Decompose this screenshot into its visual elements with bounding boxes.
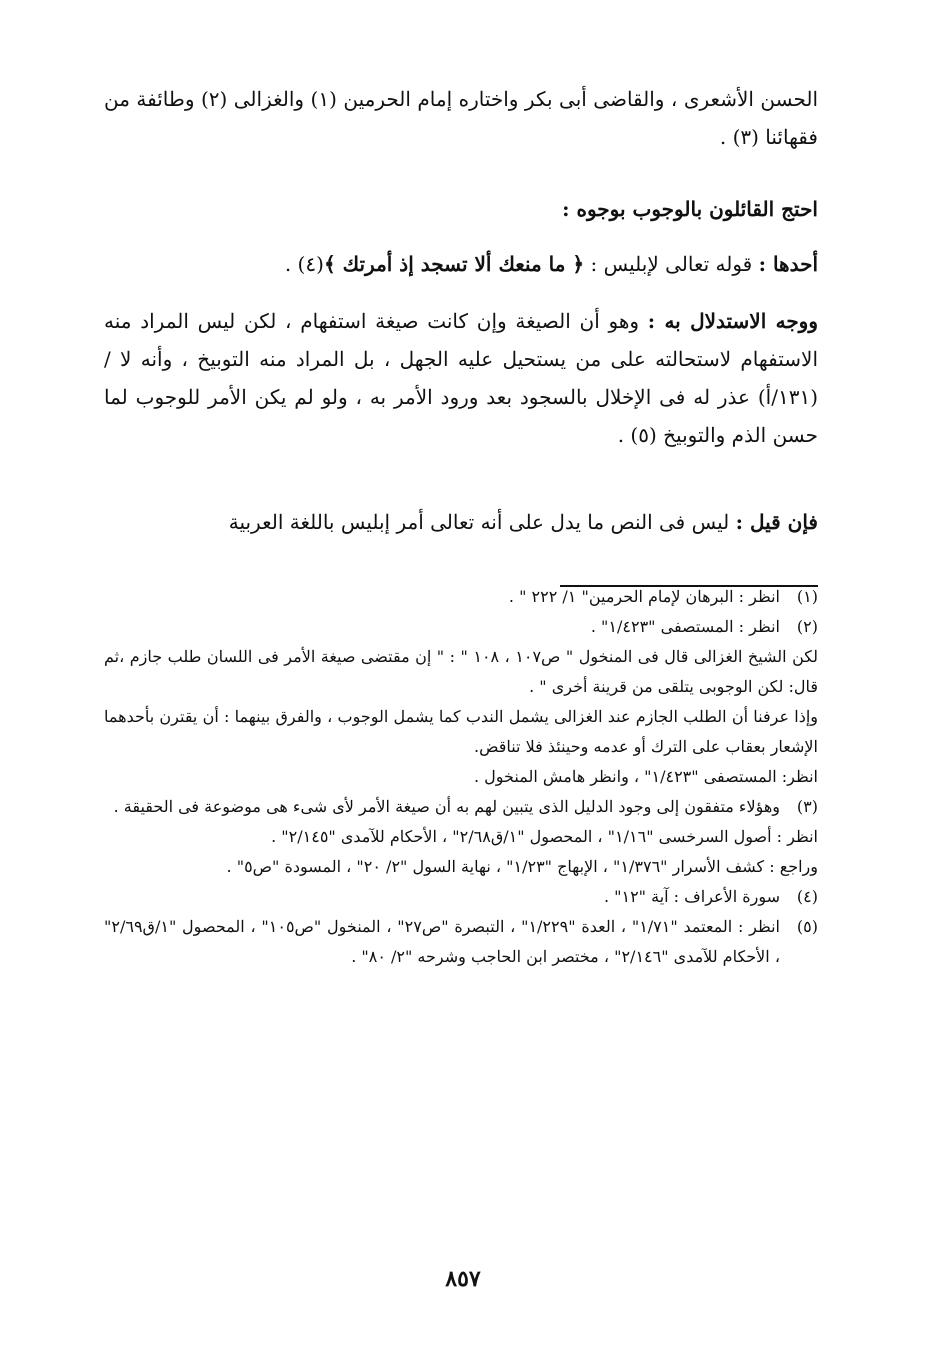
footnote-2 (104, 612, 818, 642)
footnote-text: سورة الأعراف : آية "١٢" . (603, 887, 780, 906)
footnote-3-note-2: وراجع : كشف الأسرار "١/٣٧٦" ، الإبهاج "١/٢٣" ، نهاية السول "٢/ ٢٠" ، المسودة "ص٥" . (226, 857, 818, 876)
footnote-text: انظر : المعتمد "١/٧١" ، العدة "١/٢٢٩" ، التبصرة "ص٢٧" ، المنخول "ص١٠٥" ، المحصول "١/ق٢/٦٩" ، الأحكام للآمدى "٢/١٤٦" ، مختصر ابن الحاجب وشرحه "٢/ ٨٠" . (104, 917, 781, 966)
first-proof-line (104, 245, 818, 283)
footnote-number: (٤) (796, 887, 818, 906)
main-text (104, 80, 818, 156)
istidlal-lead: ووجه الاستدلال به : (647, 309, 818, 333)
footnote-number: (٢) (796, 617, 818, 636)
istidlal-block (104, 302, 818, 454)
objection-block (104, 503, 818, 541)
objection-text: ليس فى النص ما يدل على أنه تعالى أمر إبليس باللغة العربية (228, 510, 736, 534)
footnote-number: (١) (796, 587, 818, 606)
footnote-2-note-1: لكن الشيخ الغزالى قال فى المنخول " ص١٠٧ ، ١٠٨ " : " إن مقتضى صيغة الأمر فى اللسان طلب جازم ،ثم قال: لكن الوجوبى يتلقى من قرينة أخرى " . (104, 647, 818, 696)
first-proof-text: قوله تعالى لإبليس : (584, 252, 759, 276)
footnote-3 (104, 792, 818, 822)
footnote-2-note-3: انظر: المستصفى "١/٤٢٣" ، وانظر هامش المنخول . (473, 767, 818, 786)
footnote-text: انظر : البرهان لإمام الحرمين" ١/ ٢٢٢ " . (508, 587, 780, 606)
heading-block (104, 190, 818, 228)
footnote-5 (104, 912, 818, 972)
footnote-2-note-2: وإذا عرفنا أن الطلب الجازم عند الغزالى يشمل الندب كما يشمل الوجوب ، والفرق بينهما : أن يقترن بأحدهما الإشعار بعقاب على الترك أو عدمه وحينئذ فلا تناقض. (104, 707, 818, 756)
first-proof-lead: أحدها : (758, 252, 818, 276)
footnotes (104, 582, 818, 972)
footnote-number: (٣) (796, 797, 818, 816)
footnote-number: (٥) (796, 917, 818, 936)
footnote-1 (104, 582, 818, 612)
objection-lead: فإن قيل : (735, 510, 818, 534)
quran-quote: ﴿ ما منعك ألا تسجد إذ أمرتك ﴾ (323, 252, 585, 276)
footnote-text: وهؤلاء متفقون إلى وجود الدليل الذى يتبين لهم به أن صيغة الأمر لأى شىء هى موضوعة فى الحقيقة . (113, 797, 780, 816)
istidlal-text: وهو أن الصيغة وإن كانت صيغة استفهام ، لكن ليس المراد منه الاستفهام لاستحالته على من يستحيل عليه الجهل ، بل المراد منه التوبيخ ، وأنه لا / (١٣١/أ) عذر له فى الإخلال بالسجود بعد ورود الأمر به ، ولو لم يكن الأمر للوجوب لما حسن الذم والتوبيخ (٥) . (104, 309, 818, 447)
objection-paragraph (104, 503, 818, 541)
section-heading: احتج القائلون بالوجوب بوجوه : (562, 197, 818, 221)
footnote-4 (104, 882, 818, 912)
first-proof-footnote-ref: (٤) . (284, 252, 324, 276)
paragraph-intro: الحسن الأشعرى ، والقاضى أبى بكر واختاره إمام الحرمين (١) والغزالى (٢) وطائفة من فقهائنا (٣) . (104, 87, 819, 149)
istidlal-paragraph (104, 302, 818, 454)
page-number: ٨٥٧ (445, 1266, 481, 1292)
first-proof (104, 245, 818, 283)
footnote-text: انظر : المستصفى "١/٤٢٣" . (590, 617, 780, 636)
footnote-3-note-1: انظر : أصول السرخسى "١/١٦" ، المحصول "١/ق٢/٦٨" ، الأحكام للآمدى "٢/١٤٥" . (271, 827, 818, 846)
